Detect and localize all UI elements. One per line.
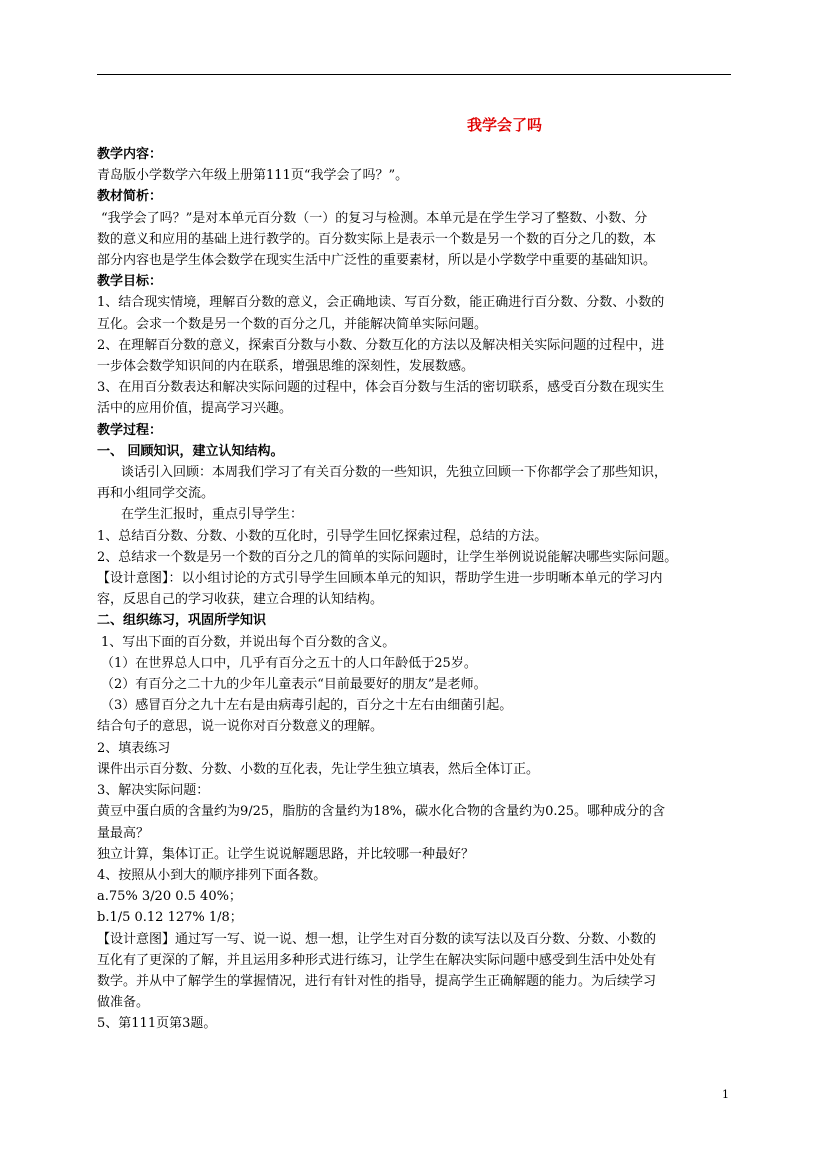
text-line: （2）有百分之二十九的少年儿童表示“目前最要好的朋友”是老师。 [101, 677, 487, 693]
document-body [97, 144, 737, 1035]
text-line: 课件出示百分数、分数、小数的互化表，先让学生独立填表，然后全体订正。 [97, 761, 540, 777]
text-line: a.75% 3/20 0.5 40%； [97, 889, 242, 905]
text-line: 2、在理解百分数的意义，探索百分数与小数、分数互化的方法以及解决相关实际问题的过程中，进 [97, 337, 665, 353]
text-line: 教学过程： [97, 422, 163, 438]
text-line: 结合句子的意思，说一说你对百分数意义的理解。 [97, 719, 384, 735]
text-line: 再和小组同学交流。 [97, 486, 215, 502]
text-line: （3）感冒百分之九十左右是由病毒引起的，百分之十左右由细菌引起。 [101, 698, 513, 714]
text-line: 黄豆中蛋白质的含量约为9/25，脂肪的含量约为18%，碳水化合物的含量约为0.25。哪种成分的含 [97, 804, 666, 820]
text-line: 做准备。 [97, 995, 150, 1011]
text-line: 3、在用百分数表达和解决实际问题的过程中，体会百分数与生活的密切联系，感受百分数在现实生 [97, 380, 665, 396]
text-line: 2、总结求一个数是另一个数的百分之几的简单的实际问题时，让学生举例说说能解决哪些实际问题。 [97, 549, 678, 565]
text-line: 教学目标： [97, 274, 163, 290]
text-line: 【设计意图】：以小组讨论的方式引导学生回顾本单元的知识，帮助学生进一步明晰本单元的学习内 [97, 571, 663, 587]
text-line: 谈话引入回顾：本周我们学习了有关百分数的一些知识，先独立回顾一下你都学会了那些知识， [121, 465, 668, 481]
document-title: 我学会了吗 [466, 116, 542, 134]
text-line: 部分内容也是学生体会数学在现实生活中广泛性的重要素材，所以是小学数学中重要的基础知识。 [97, 253, 657, 269]
text-line: 教材简析： [97, 189, 163, 205]
text-line: 互化有了更深的了解，并且运用多种形式进行练习，让学生在解决实际问题中感受到生活中处处有 [97, 952, 657, 968]
text-line: （1）在世界总人口中，几乎有百分之五十的人口年龄低于25岁。 [101, 655, 477, 671]
text-line: “我学会了吗？”是对本单元百分数（一）的复习与检测。本单元是在学生学习了整数、小数、分 [101, 210, 648, 226]
text-line: 5、第111页第3题。 [97, 1016, 217, 1032]
text-line: 容，反思自己的学习收获，建立合理的认知结构。 [97, 592, 384, 608]
text-line: 教学内容： [97, 147, 163, 162]
text-line: 数的意义和应用的基础上进行教学的。百分数实际上是表示一个数是另一个数的百分之几的数，本 [97, 231, 657, 247]
text-line: 活中的应用价值，提高学习兴趣。 [97, 401, 293, 417]
text-line: 一、 回顾知识，建立认知结构。 [97, 443, 284, 459]
text-line: 独立计算，集体订正。让学生说说解题思路，并比较哪一种最好？ [97, 846, 475, 862]
text-line: 2、填表练习 [97, 740, 171, 756]
text-line: 二、组织练习，巩固所学知识 [97, 613, 267, 629]
text-line: 青岛版小学数学六年级上册第111页“我学会了吗？”。 [97, 168, 409, 184]
text-line: 1、写出下面的百分数，并说出每个百分数的含义。 [101, 634, 396, 650]
text-line: 量最高？ [97, 825, 150, 841]
text-line: 1、总结百分数、分数、小数的互化时，引导学生回忆探索过程，总结的方法。 [97, 528, 548, 544]
header-rule [97, 74, 731, 75]
text-line: 1、结合现实情境，理解百分数的意义，会正确地读、写百分数，能正确进行百分数、分数、小数的 [97, 295, 665, 311]
text-line: 【设计意图】通过写一写、说一说、想一想，让学生对百分数的读写法以及百分数、分数、小数的 [97, 931, 657, 947]
text-line: 数学。并从中了解学生的掌握情况，进行有针对性的指导，提高学生正确解题的能力。为后续学习 [97, 973, 657, 989]
text-line: b.1/5 0.12 127% 1/8； [97, 910, 243, 926]
text-line: 互化。会求一个数是另一个数的百分之几，并能解决简单实际问题。 [97, 316, 488, 332]
text-line: 4、按照从小到大的顺序排列下面各数。 [97, 867, 327, 883]
text-line: 3、解决实际问题： [97, 783, 210, 799]
text-line: 在学生汇报时，重点引导学生： [121, 507, 304, 523]
page-number: 1 [722, 1088, 729, 1101]
text-line: 一步体会数学知识间的内在联系，增强思维的深刻性，发展数感。 [97, 359, 475, 375]
